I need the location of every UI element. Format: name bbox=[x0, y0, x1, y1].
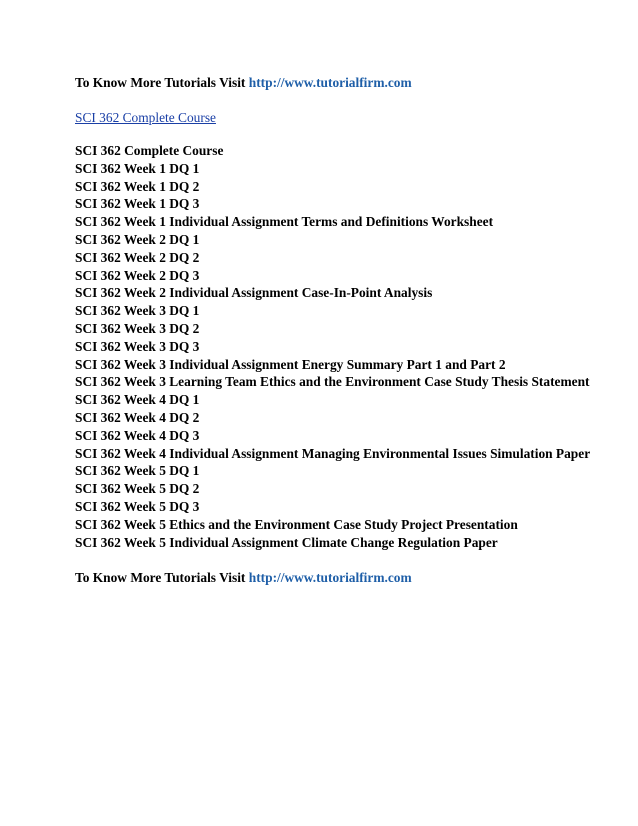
course-item: SCI 362 Week 3 Learning Team Ethics and the Environment Case Study Thesis Statement bbox=[75, 374, 590, 390]
footer-promo bbox=[75, 569, 615, 587]
course-item: SCI 362 Week 4 Individual Assignment Managing Environmental Issues Simulation Paper bbox=[75, 445, 591, 461]
complete-course-link[interactable]: SCI 362 Complete Course bbox=[75, 110, 216, 125]
course-item: SCI 362 Week 5 Ethics and the Environment Case Study Project Presentation bbox=[75, 516, 518, 532]
header-promo bbox=[75, 74, 615, 92]
header-promo-text: To Know More Tutorials Visit bbox=[75, 75, 249, 90]
course-item: SCI 362 Week 5 DQ 2 bbox=[75, 481, 200, 497]
course-item: SCI 362 Week 4 DQ 3 bbox=[75, 427, 200, 443]
course-item: SCI 362 Week 3 DQ 3 bbox=[75, 338, 200, 354]
course-item: SCI 362 Week 4 DQ 1 bbox=[75, 392, 200, 408]
course-item: SCI 362 Week 3 DQ 1 bbox=[75, 303, 200, 319]
course-item: SCI 362 Week 3 DQ 2 bbox=[75, 320, 200, 336]
course-item: SCI 362 Week 5 Individual Assignment Climate Change Regulation Paper bbox=[75, 534, 498, 550]
course-item: SCI 362 Week 5 DQ 1 bbox=[75, 463, 200, 479]
footer-promo-link[interactable]: http://www.tutorialfirm.com bbox=[248, 570, 412, 586]
footer-promo-text: To Know More Tutorials Visit bbox=[75, 570, 249, 586]
course-item: SCI 362 Week 5 DQ 3 bbox=[75, 498, 200, 514]
course-item: SCI 362 Week 2 DQ 3 bbox=[75, 267, 200, 283]
course-item: SCI 362 Week 1 DQ 3 bbox=[75, 196, 200, 212]
course-item: SCI 362 Week 1 DQ 1 bbox=[75, 160, 200, 176]
course-item: SCI 362 Week 2 DQ 1 bbox=[75, 231, 200, 247]
course-item: SCI 362 Week 2 DQ 2 bbox=[75, 249, 200, 265]
document-page bbox=[75, 74, 615, 587]
course-item: SCI 362 Week 2 Individual Assignment Case-In-Point Analysis bbox=[75, 285, 433, 301]
header-promo-link[interactable]: http://www.tutorialfirm.com bbox=[248, 75, 412, 90]
course-item: SCI 362 Week 4 DQ 2 bbox=[75, 409, 200, 425]
course-item: SCI 362 Week 3 Individual Assignment Energy Summary Part 1 and Part 2 bbox=[75, 356, 506, 372]
course-item: SCI 362 Week 1 DQ 2 bbox=[75, 178, 200, 194]
course-item: SCI 362 Complete Course bbox=[75, 143, 224, 158]
course-item: SCI 362 Week 1 Individual Assignment Terms and Definitions Worksheet bbox=[75, 214, 494, 230]
course-item-list bbox=[75, 142, 615, 551]
